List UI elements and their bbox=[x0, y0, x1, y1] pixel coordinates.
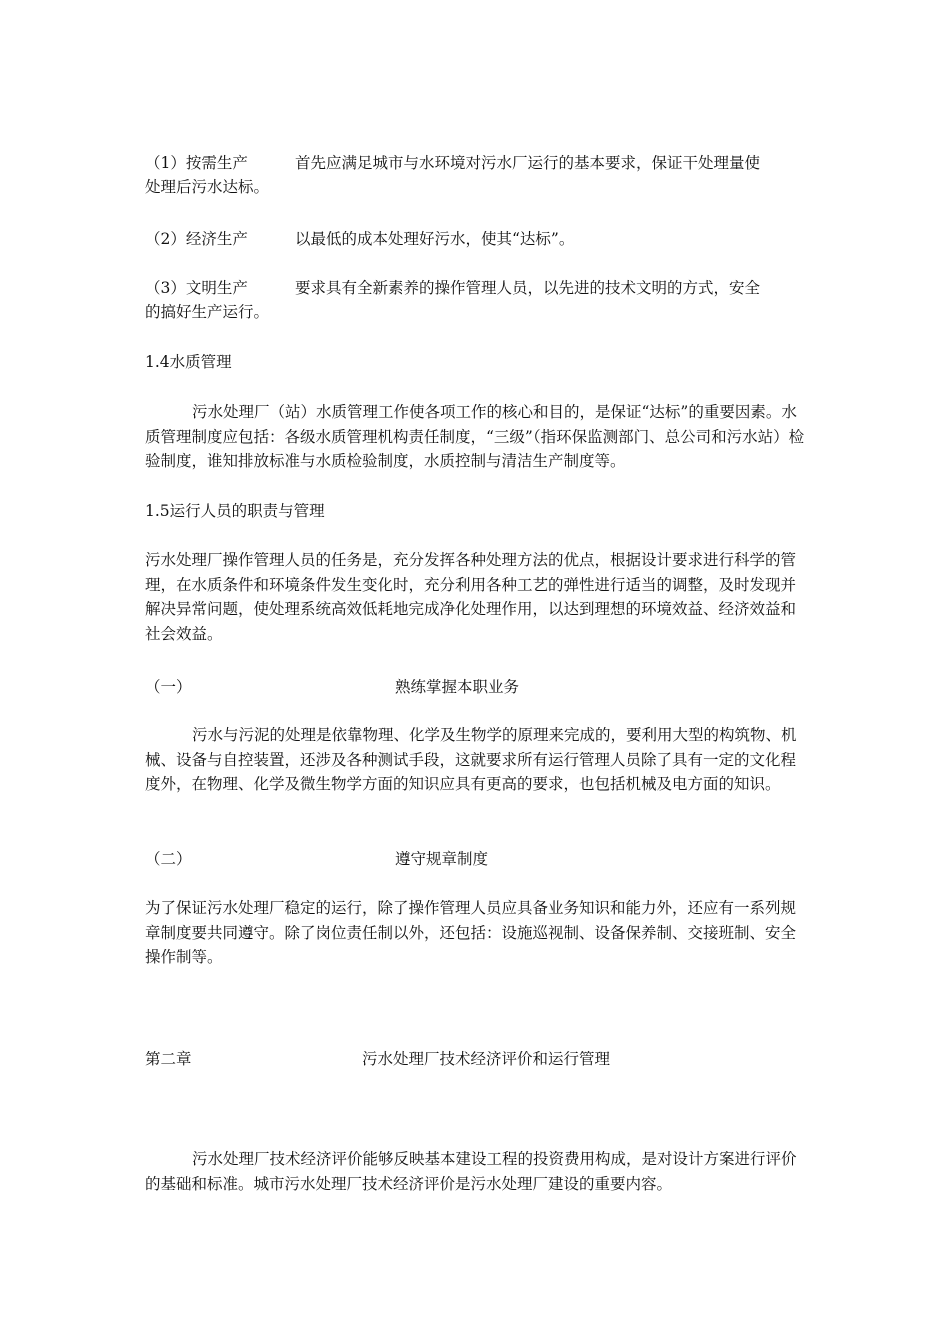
chapter-label: 第二章 bbox=[145, 1050, 192, 1068]
subsection-title: 熟练掌握本职业务 bbox=[395, 678, 520, 696]
chapter-paragraph: 污水处理厂技术经济评价能够反映基本建设工程的投资费用构成，是对设计方案进行评价的基础和标准。城市污水处理厂技术经济评价是污水处理厂建设的重要内容。 bbox=[145, 1150, 797, 1193]
item-label: （3）文明生产 bbox=[145, 279, 248, 297]
item-text: 要求具有全新素养的操作管理人员，以先进的技术文明的方式，安全 bbox=[295, 279, 761, 297]
section-paragraph: 为了保证污水处理厂稳定的运行，除了操作管理人员应具备业务知识和能力外，还应有一系列规章制度要共同遵守。除了岗位责任制以外，还包括：设施巡视制、设备保养制、交接班制、安全操作制等。 bbox=[145, 899, 797, 966]
subsection-number: （二） bbox=[145, 850, 192, 868]
item-text: 以最低的成本处理好污水，使其“达标”。 bbox=[295, 230, 575, 248]
subsection-title: 遵守规章制度 bbox=[395, 850, 489, 868]
subsection-number: （一） bbox=[145, 678, 192, 696]
section-paragraph: 污水与污泥的处理是依靠物理、化学及生物学的原理来完成的，要利用大型的构筑物、机械、设备与自控装置，还涉及各种测试手段，这就要求所有运行管理人员除了具有一定的文化程度外，在物理、化学及微生物学方面的知识应具有更高的要求，也包括机械及电方面的知识。 bbox=[145, 726, 797, 793]
section-heading: 1.5运行人员的职责与管理 bbox=[145, 502, 325, 520]
section-paragraph: 污水处理厂（站）水质管理工作使各项工作的核心和目的，是保证“达标”的重要因素。水质管理制度应包括：各级水质管理机构责任制度，“三级”（指环保监测部门、总公司和污水站）检验制度，谁知排放标准与水质检验制度，水质控制与清洁生产制度等。 bbox=[145, 403, 805, 470]
section-paragraph: 污水处理厂操作管理人员的任务是，充分发挥各种处理方法的优点，根据设计要求进行科学的管理，在水质条件和环境条件发生变化时，充分利用各种工艺的弹性进行适当的调整，及时发现并解决异常问题，使处理系统高效低耗地完成净化处理作用，以达到理想的环境效益、经济效益和社会效益。 bbox=[145, 551, 797, 643]
item-label: （2）经济生产 bbox=[145, 230, 248, 248]
section-heading: 1.4水质管理 bbox=[145, 353, 232, 371]
chapter-title: 污水处理厂技术经济评价和运行管理 bbox=[362, 1050, 611, 1068]
item-label: （1）按需生产 bbox=[145, 154, 248, 172]
item-text-continued: 的搞好生产运行。 bbox=[145, 303, 270, 321]
item-text-continued: 处理后污水达标。 bbox=[145, 178, 270, 196]
item-text: 首先应满足城市与水环境对污水厂运行的基本要求，保证干处理量使 bbox=[295, 154, 761, 172]
